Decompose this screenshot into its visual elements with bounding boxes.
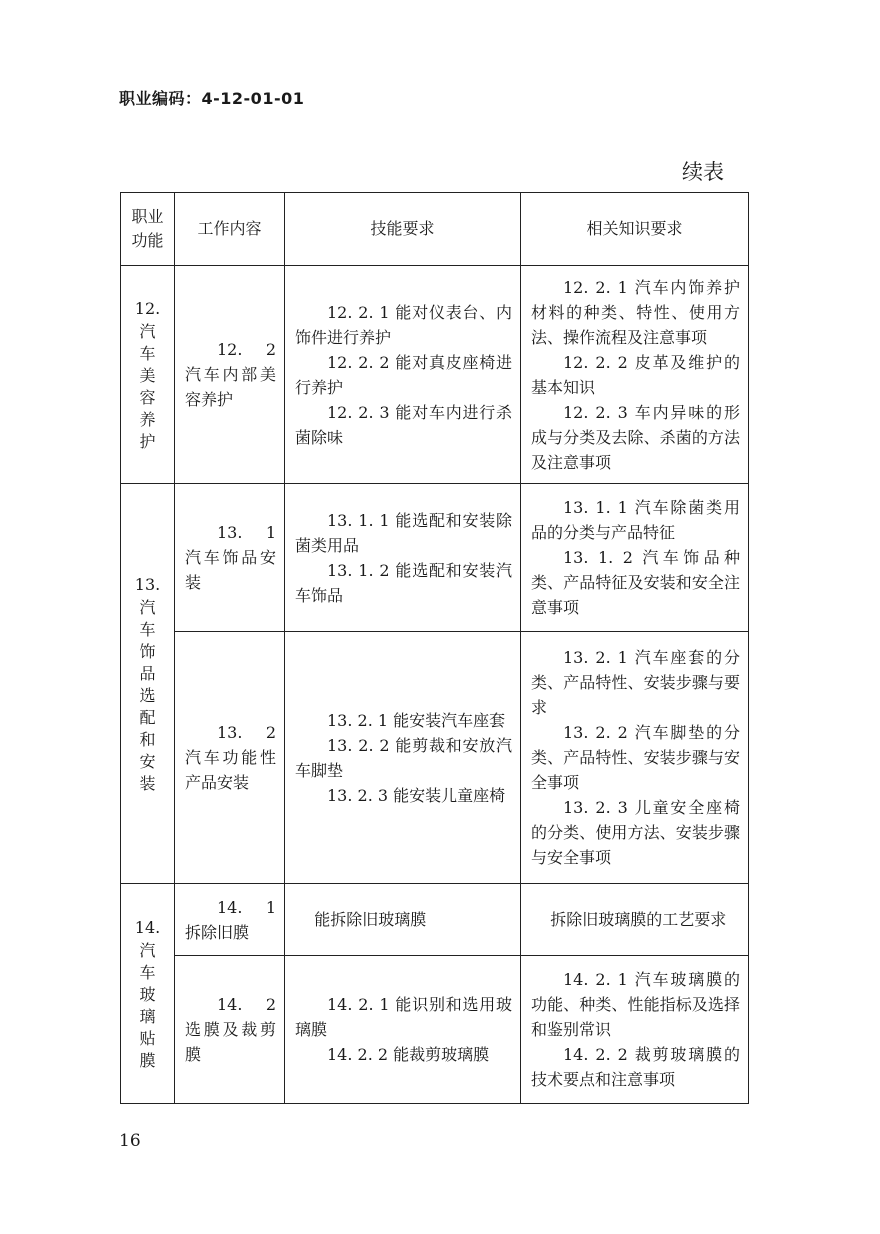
knowledge-cell [521, 632, 749, 884]
occupation-code: 职业编码：4-12-01-01 [119, 89, 305, 108]
work-content-cell [175, 956, 285, 1104]
work-content: 12. 2 汽车内部美容养护 [185, 340, 276, 409]
header-function [121, 193, 175, 266]
skill-item: 14. 2. 2 能裁剪玻璃膜 [327, 1045, 490, 1064]
skill-item: 12. 2. 2 能对真皮座椅进行养护 [295, 352, 512, 397]
skills-table [120, 192, 749, 1104]
skill-item: 12. 2. 3 能对车内进行杀菌除味 [295, 402, 512, 447]
skill-item: 13. 2. 1 能安装汽车座套 [327, 710, 506, 730]
header-work: 工作内容 [175, 193, 285, 266]
skill-item: 能拆除旧玻璃膜 [314, 910, 427, 929]
skill-cell [285, 484, 521, 632]
skill-cell [285, 884, 521, 956]
knowledge-cell [521, 956, 749, 1104]
table-header-row [121, 193, 749, 266]
header-function-line2: 功能 [131, 231, 164, 250]
function-number: 14. [134, 917, 161, 937]
work-content: 14. 1 拆除旧膜 [185, 897, 276, 942]
function-cell [121, 266, 175, 484]
knowledge-cell [521, 266, 749, 484]
function-number: 12. [134, 298, 161, 318]
knowledge-item: 13. 1. 2 汽车饰品种类、产品特征及安装和安全注意事项 [531, 548, 740, 617]
skill-item: 13. 2. 2 能剪裁和安放汽车脚垫 [295, 735, 512, 780]
knowledge-item: 12. 2. 2 皮革及维护的基本知识 [531, 352, 740, 397]
header-function-line1: 职业 [131, 207, 164, 226]
knowledge-item: 12. 2. 1 汽车内饰养护材料的种类、特性、使用方法、操作流程及注意事项 [531, 277, 740, 347]
header-knowledge: 相关知识要求 [521, 193, 749, 266]
table-row [121, 484, 749, 632]
function-cell [121, 484, 175, 884]
skill-cell [285, 632, 521, 884]
knowledge-item: 13. 1. 1 汽车除菌类用品的分类与产品特征 [531, 498, 740, 542]
work-content: 13. 1 汽车饰品安装 [185, 523, 276, 592]
continued-label: 续表 [682, 160, 724, 184]
knowledge-item: 13. 2. 3 儿童安全座椅的分类、使用方法、安装步骤与安全事项 [531, 798, 740, 867]
skill-cell [285, 956, 521, 1104]
knowledge-item: 14. 2. 2 裁剪玻璃膜的技术要点和注意事项 [531, 1045, 740, 1089]
function-name: 汽车玻璃贴膜 [139, 940, 156, 1070]
knowledge-cell [521, 484, 749, 632]
work-content-cell [175, 632, 285, 884]
knowledge-item: 13. 2. 2 汽车脚垫的分类、产品特性、安装步骤与安全事项 [531, 723, 740, 792]
skill-item: 13. 1. 2 能选配和安装汽车饰品 [295, 560, 512, 605]
knowledge-item: 14. 2. 1 汽车玻璃膜的功能、种类、性能指标及选择和鉴别常识 [531, 970, 740, 1039]
table-row [121, 884, 749, 956]
knowledge-item: 拆除旧玻璃膜的工艺要求 [550, 910, 727, 929]
skill-cell [285, 266, 521, 484]
table-row [121, 956, 749, 1104]
work-content-cell [175, 484, 285, 632]
knowledge-item: 13. 2. 1 汽车座套的分类、产品特性、安装步骤与要求 [531, 648, 740, 717]
function-name: 汽车美容养护 [139, 321, 156, 451]
header-skill: 技能要求 [285, 193, 521, 266]
knowledge-cell [521, 884, 749, 956]
skill-item: 12. 2. 1 能对仪表台、内饰件进行养护 [295, 302, 512, 347]
skill-item: 13. 2. 3 能安装儿童座椅 [327, 785, 506, 805]
work-content: 14. 2 选膜及裁剪膜 [185, 995, 276, 1064]
work-content: 13. 2 汽车功能性产品安装 [185, 723, 276, 792]
skill-item: 13. 1. 1 能选配和安装除菌类用品 [295, 510, 512, 555]
function-cell [121, 884, 175, 1104]
table-row [121, 266, 749, 484]
knowledge-item: 12. 2. 3 车内异味的形成与分类及去除、杀菌的方法及注意事项 [531, 402, 740, 472]
skill-item: 14. 2. 1 能识别和选用玻璃膜 [295, 995, 512, 1039]
work-content-cell [175, 266, 285, 484]
page-number: 16 [119, 1131, 141, 1151]
function-number: 13. [134, 574, 161, 594]
table-row [121, 632, 749, 884]
work-content-cell [175, 884, 285, 956]
function-name: 汽车饰品选配和安装 [139, 597, 156, 793]
